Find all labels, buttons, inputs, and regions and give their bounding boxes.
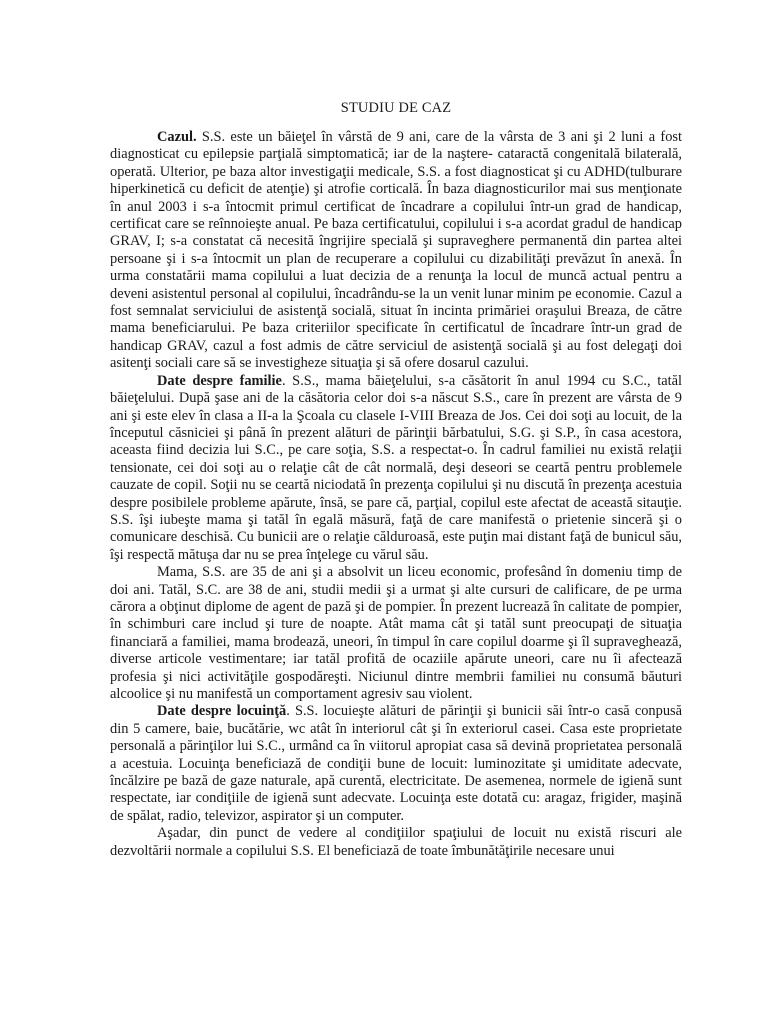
paragraph-text: S.S. este un băieţel în vârstă de 9 ani, care de la vârsta de 3 ani şi 2 luni a fost diagnosticat cu epilepsie parţială simptomatică; iar de la naştere- cataractă congenitală bilaterală, operată. Ulterior, pe baza altor investigaţii medicale, S.S. a fost diagnosticat şi cu ADHD(tulburare hiperkinetică cu deficit de atenţie) şi atrofie corticală. În baza diagnosticurilor mai sus menţionate în anul 2003 i s-a întocmit primul certificat de încadrare a copilului într-un grad de handicap, certificat care se reînnoieşte anual. Pe baza certificatului, copilului i s-a acordat gradul de handicap GRAV, I; s-a constatat că necesită îngrijire specială şi supraveghere permanentă din partea altei persoane şi i s-a întocmit un plan de recuperare a copilului cu dizabilităţi prevăzut în anexă. În urma constatării mama copilului a luat decizia de a renunţa la locul de muncă actual pentru a deveni asistentul personal al copilului, încadrându-se la un venit lunar minim pe economie. Cazul a fost semnalat serviciului de asistenţă socială, situat în incinta primăriei oraşului Breaza, de către mama beneficiarului. Pe baza criteriilor specificate în certificatul de încadrare într-un grad de handicap GRAV, cazul a fost admis de către serviciul de asistenţă socială şi au fost delegaţi doi asitenţi sociali care să se investigheze situaţia şi să ofere dosarul cazului. (110, 129, 682, 372)
paragraph-lead: Date despre locuinţă (157, 703, 287, 720)
paragraph-text: Mama, S.S. are 35 de ani şi a absolvit un liceu economic, profesând în domeniu timp de doi ani. Tatăl, S.C. are 38 de ani, studii medii şi a urmat şi alte cursuri de calificare, de pe urma cărora a obţinut diplome de agent de pază şi de pompier. În prezent lucrează în calitate de pompier, în schimburi care includ şi ture de noapte. Atât mama cât şi tatăl sunt preocupaţi de situaţia financiară a familiei, mama brodează, uneori, în timpul în care copilul doarme şi îl supraveghează, diverse articole vestimentare; iar tatăl profită de ocaziile apărute uneori, care nu îi afectează profesia şi nici activităţile gospodăreşti. Niciunul dintre membrii familiei nu consumă băuturi alcoolice şi nu manifestă un comportament agresiv sau violent. (110, 564, 682, 702)
paragraph-lead: Date despre familie (157, 372, 282, 389)
paragraph-text: . S.S., mama băieţelului, s-a căsătorit în anul 1994 cu S.C., tatăl băieţelului. După şase ani de la căsătoria celor doi s-a născut S.S., care în prezent are vârsta de 9 ani şi este elev în clasa a II-a la Şcoala cu clasele I-VIII Breaza de Jos. Cei doi soţi au locuit, de la începutul căsniciei şi până în prezent alături de părinţii bărbatului, S.G. şi S.P., în casa acestora, aceasta fiind decizia lui S.C., pe care soţia, S.S. a respectat-o. În cadrul familiei nu există relaţii tensionate, cei doi soţi au o relaţie cât de cât normală, deşi deseori se ceartă pentru problemele cauzate de copil. Soţii nu se ceartă niciodată în prezenţa copilului şi nu discută în prezenţa acestuia despre posibilele probleme apărute, însă, se pare că, parţial, copilul este afectat de această sitauţie. S.S. îşi iubeşte mama şi tatăl în egală măsură, faţă de care manifestă o prietenie sinceră şi o comunicare deschisă. Cu bunicii are o relaţie călduroasă, este puţin mai distant faţă de bunicul său, îşi respectă mătuşa dar nu se prea înţelege cu vărul său. (110, 372, 682, 563)
paragraph-conclusion (110, 825, 682, 860)
paragraph-housing (110, 703, 682, 825)
paragraph-text: . S.S. locuieşte alături de părinţii şi bunicii săi într-o casă conpusă din 5 camere, baie, bucătărie, wc atât în interiorul cât şi în exteriorul casei. Casa este proprietate personală a părinţilor lui S.C., urmând ca în viitorul apropiat casa să devină proprietatea personală a acestuia. Locuinţa beneficiază de condiţii bune de locuit: luminozitate şi umiditate adecvate, încălzire pe bază de gaze naturale, apă curentă, electricitate. De asemenea, normele de igienă sunt respectate, iar condiţiile de igienă sunt adecvate. Locuinţa este dotată cu: aragaz, frigider, maşină de spălat, radio, televizor, aspirator şi un computer. (110, 703, 683, 824)
paragraph-parents (110, 564, 682, 703)
document-page (110, 100, 682, 860)
paragraph-lead: Cazul. (157, 129, 197, 145)
document-title: STUDIU DE CAZ (340, 100, 452, 116)
paragraph-text: Aşadar, din punct de vedere al condiţiilor spaţiului de locuit nu există riscuri ale dezvoltării normale a copilului S.S. El beneficiază de toate îmbunătăţirile necesare unui (110, 825, 682, 859)
paragraph-case (110, 129, 682, 373)
paragraph-family (110, 373, 682, 564)
